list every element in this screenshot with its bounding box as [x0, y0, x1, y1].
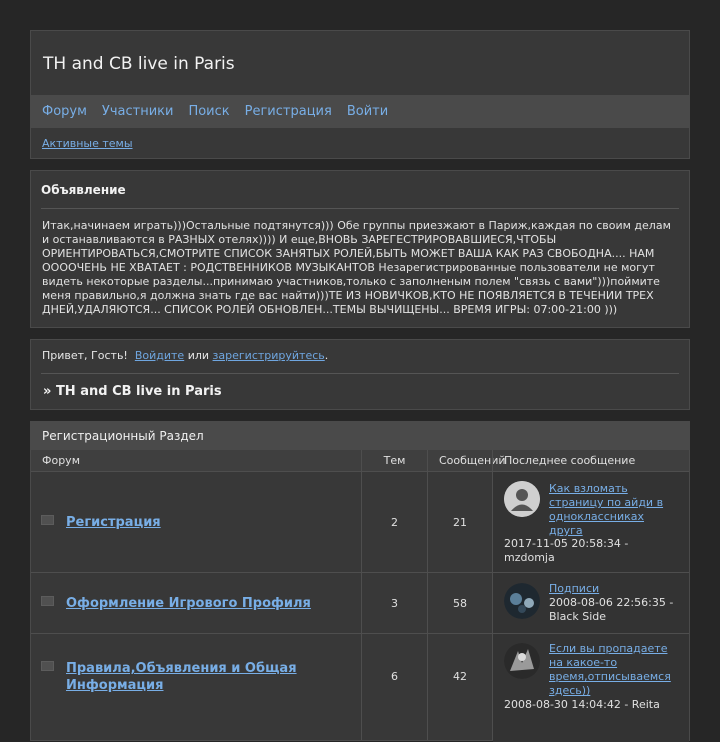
last-post-link[interactable]: Подписи — [549, 582, 600, 595]
table-row — [31, 634, 689, 742]
divider — [41, 373, 679, 374]
nav-register[interactable]: Регистрация — [244, 104, 332, 119]
avatar-image[interactable] — [504, 583, 540, 619]
nav-login[interactable]: Войти — [346, 104, 389, 119]
table-row — [31, 573, 689, 634]
col-last-post: Последнее сообщение — [504, 454, 636, 467]
last-post-link[interactable]: Как взломать страницу по айди в одноклассниках друга — [549, 482, 664, 537]
col-topics: Тем — [383, 454, 406, 467]
default-avatar-icon[interactable] — [504, 481, 540, 517]
forum-status-icon — [41, 596, 54, 606]
nav-search[interactable]: Поиск — [188, 104, 230, 119]
breadcrumb-arrow: » — [43, 384, 52, 399]
avatar-image[interactable] — [504, 643, 540, 679]
table-header — [31, 450, 689, 472]
column-divider — [361, 450, 362, 740]
announcement-box — [30, 170, 690, 328]
forum-link[interactable]: Оформление Игрового Профиля — [66, 596, 311, 611]
posts-count: 42 — [453, 670, 467, 683]
posts-count: 58 — [453, 597, 467, 610]
forum-category — [30, 421, 690, 741]
breadcrumb-current: TH and CB live in Paris — [55, 384, 222, 399]
nav-members[interactable]: Участники — [101, 104, 174, 119]
main-nav — [31, 95, 689, 128]
or-text: или — [187, 349, 210, 362]
last-post-link[interactable]: Если вы пропадаете на какое-то время,отписываемся здесь)) — [549, 642, 671, 697]
site-header — [30, 30, 690, 159]
site-title: TH and CB live in Paris — [43, 54, 235, 74]
period-text: . — [324, 349, 329, 362]
register-link[interactable]: зарегистрируйтесь — [212, 349, 325, 362]
login-link[interactable]: Войдите — [134, 349, 185, 362]
announcement-heading: Объявление — [41, 183, 126, 197]
last-post-meta: 2008-08-06 22:56:35 - Black Side — [549, 596, 674, 623]
col-posts: Сообщений — [439, 454, 506, 467]
greeting-line — [42, 349, 328, 362]
table-row — [31, 472, 689, 573]
forum-status-icon — [41, 515, 54, 525]
column-divider — [427, 450, 428, 740]
greeting-text: Привет, Гость! — [42, 349, 128, 362]
posts-count: 21 — [453, 516, 467, 529]
active-topics-link[interactable]: Активные темы — [42, 137, 133, 150]
category-title: Регистрационный Раздел — [31, 422, 689, 450]
breadcrumb — [43, 384, 222, 399]
topics-count: 3 — [391, 597, 398, 610]
last-post-meta: 2017-11-05 20:58:34 - mzdomja — [504, 537, 629, 564]
forum-status-icon — [41, 661, 54, 671]
last-post-meta: 2008-08-30 14:04:42 - Reita — [504, 698, 660, 711]
forum-link[interactable]: Регистрация — [66, 515, 161, 530]
announcement-text: Итак,начинаем играть)))Остальные подтянутся))) Обе группы приезжают в Париж,каждая по своим делам и останавливаются в РАЗНЫХ отелях)))) И еще,ВНОВЬ ЗАРЕГЕСТРИРОВАВШИЕСЯ,ЧТОБЫ ОРИЕНТИРОВАТЬСЯ,СМОТРИТЕ СПИСОК ЗАНЯТЫХ РОЛЕЙ,БЫТЬ МОЖЕТ ВАША КАК РАЗ СВОБОДНА.... НАМ ООООЧЕНЬ НЕ ХВАТАЕТ : РОДСТВЕННИКОВ МУЗЫКАНТОВ Незарегистрированные пользователи не могут видеть некоторые разделы...принимаю участников,только с заполненым полем "связь с вами")))поймите меня правильно,я должна знать где вас найти)))ТЕ ИЗ НОВИЧКОВ,КТО НЕ ПОЯВЛЯЕТСЯ В ТЕЧЕНИИ ТРЕХ ДНЕЙ,УДАЛЯЮТСЯ... СПИСОК РОЛЕЙ ОБНОВЛЕН...ТЕМЫ ВЫЧИЩЕНЫ... ВРЕМЯ ИГРЫ: 07:00-21:00 ))) — [42, 219, 671, 316]
nav-forum[interactable]: Форум — [42, 104, 87, 119]
greeting-box — [30, 339, 690, 410]
col-forum: Форум — [42, 454, 80, 467]
forum-link[interactable]: Правила,Объявления и Общая Информация — [66, 661, 297, 693]
column-divider — [492, 450, 493, 740]
topics-count: 6 — [391, 670, 398, 683]
topics-count: 2 — [391, 516, 398, 529]
divider — [41, 208, 679, 209]
